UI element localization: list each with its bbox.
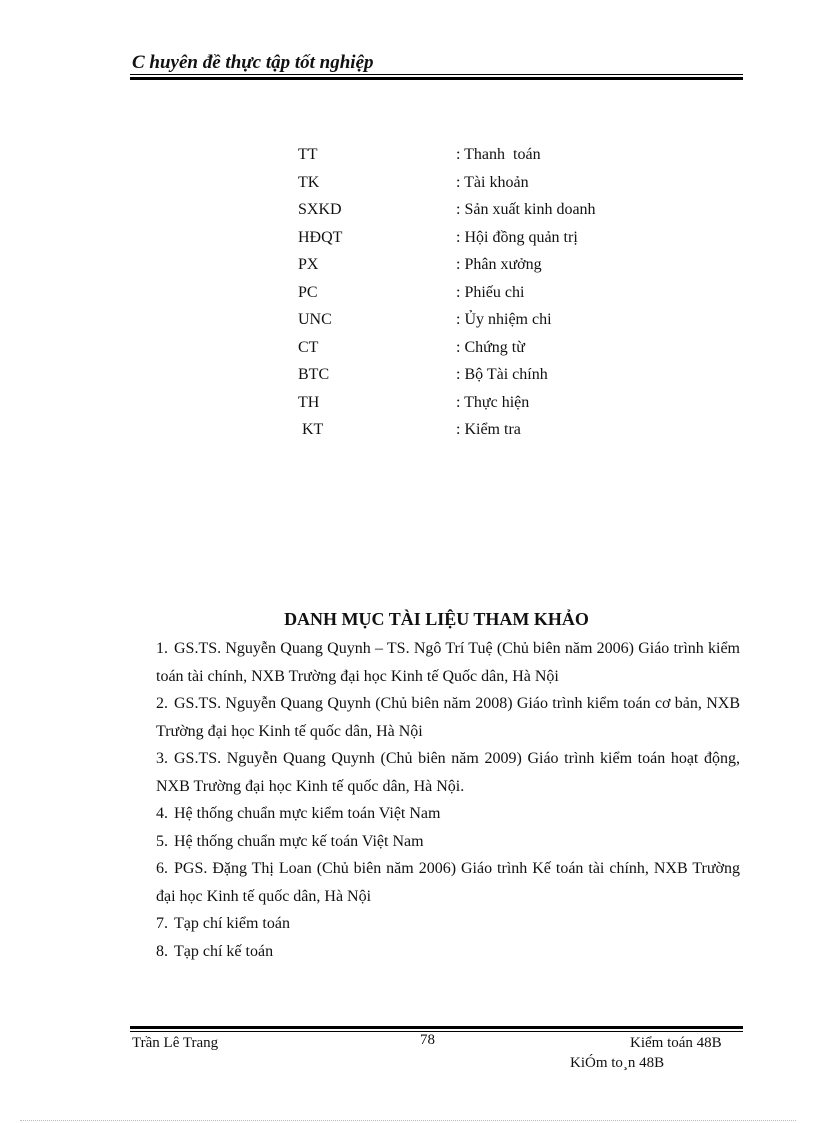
header-rule-thin [130, 74, 743, 75]
abbreviation-code: KT [298, 421, 324, 438]
abbreviation-list [298, 141, 596, 444]
footer-rule-thin [130, 1031, 743, 1032]
header-rule-thick [130, 77, 743, 80]
reference-item [156, 745, 740, 800]
abbreviation-meaning: : Bộ Tài chính [456, 366, 548, 383]
abbreviation-code: HĐQT [298, 228, 343, 246]
reference-text: GS.TS. Nguyễn Quang Quynh – TS. Ngô Trí Tuệ (Chủ biên năm 2006) Giáo trình kiểm toán tài chính, NXB Trường đại học Kinh tế Quốc dân, Hà Nội [156, 640, 740, 685]
reference-text: Hệ thống chuẩn mực kiểm toán Việt Nam [174, 805, 441, 822]
reference-text: Hệ thống chuẩn mực kế toán Việt Nam [174, 832, 424, 850]
abbreviation-meaning: : Chứng từ [456, 338, 525, 356]
reference-number: 7. [156, 915, 168, 932]
references-list [156, 635, 740, 965]
abbreviation-meaning: : Kiểm tra [456, 421, 521, 438]
abbreviation-code: SXKD [298, 201, 342, 218]
reference-number: 3. [156, 750, 168, 767]
footer-author: Trần Lê Trang [132, 1035, 219, 1051]
abbreviation-meaning: : Thanh toán [456, 146, 541, 163]
reference-item [156, 828, 740, 856]
abbreviation-code: PX [298, 256, 319, 273]
abbreviation-meaning: : Ủy nhiệm chi [456, 311, 552, 328]
abbreviation-code: TK [298, 173, 320, 191]
abbreviation-code: CT [298, 338, 319, 356]
reference-item [156, 855, 740, 910]
reference-number: 6. [156, 860, 168, 877]
page-edge-dotted-line [20, 1120, 796, 1121]
abbreviation-meaning: : Hội đồng quản trị [456, 228, 578, 246]
reference-number: 8. [156, 942, 168, 960]
references-heading: DANH MỤC TÀI LIỆU THAM KHẢO [284, 609, 589, 629]
abbreviation-row [298, 389, 596, 417]
abbreviation-code: TT [298, 146, 318, 163]
reference-text: PGS. Đặng Thị Loan (Chủ biên năm 2006) Giáo trình Kế toán tài chính, NXB Trường đại học Kinh tế quốc dân, Hà Nội [156, 860, 740, 905]
abbreviation-row [298, 416, 596, 444]
abbreviation-code: TH [298, 393, 320, 411]
abbreviation-meaning: : Thực hiện [456, 393, 530, 411]
reference-text: Tạp chí kế toán [174, 942, 274, 960]
abbreviation-row [298, 279, 596, 307]
abbreviation-row [298, 334, 596, 362]
footer-class-label-garbled: KiÓm to¸n 48B [570, 1055, 665, 1071]
abbreviation-code: UNC [298, 311, 332, 328]
reference-item [156, 800, 740, 828]
abbreviation-code: PC [298, 283, 318, 301]
reference-text: Tạp chí kiểm toán [174, 915, 290, 932]
abbreviation-meaning: : Phiếu chi [456, 283, 525, 301]
abbreviation-meaning: : Phân xưởng [456, 256, 542, 273]
reference-item [156, 938, 740, 966]
page-number: 78 [420, 1032, 435, 1048]
reference-item [156, 910, 740, 938]
reference-item [156, 635, 740, 690]
abbreviation-row [298, 196, 596, 224]
reference-text: GS.TS. Nguyễn Quang Quynh (Chủ biên năm 2008) Giáo trình kiểm toán cơ bản, NXB Trường đại học Kinh tế quốc dân, Hà Nội [156, 695, 740, 740]
reference-number: 5. [156, 832, 168, 850]
abbreviation-row [298, 361, 596, 389]
abbreviation-meaning: : Tài khoản [456, 173, 529, 191]
reference-item [156, 690, 740, 745]
abbreviation-row [298, 169, 596, 197]
reference-number: 4. [156, 805, 168, 822]
reference-number: 2. [156, 695, 168, 712]
abbreviation-row [298, 306, 596, 334]
reference-number: 1. [156, 640, 168, 657]
abbreviation-row [298, 251, 596, 279]
abbreviation-row [298, 141, 596, 169]
abbreviation-code: BTC [298, 366, 330, 383]
reference-text: GS.TS. Nguyễn Quang Quynh (Chủ biên năm 2009) Giáo trình kiểm toán hoạt động, NXB Trường đại học Kinh tế quốc dân, Hà Nội. [156, 750, 740, 795]
footer-rule-thick [130, 1026, 743, 1029]
header-title: C huyên đề thực tập tốt nghiệp [132, 52, 374, 73]
footer-class-label: Kiểm toán 48B [630, 1035, 722, 1051]
abbreviation-meaning: : Sản xuất kinh doanh [456, 201, 596, 218]
abbreviation-row [298, 224, 596, 252]
